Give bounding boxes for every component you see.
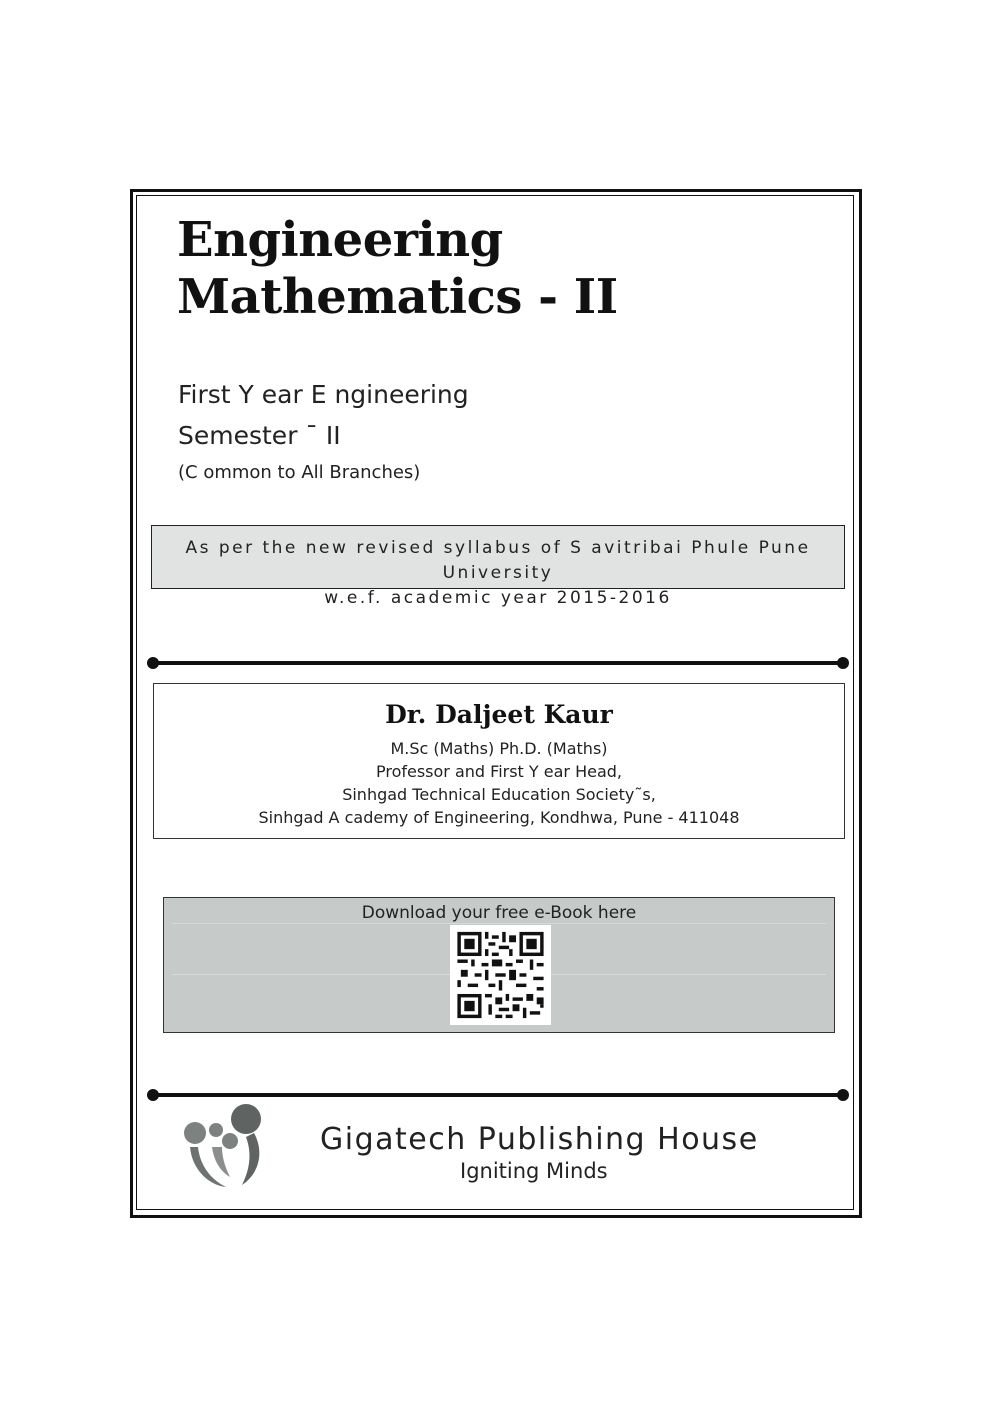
author-society: Sinhgad Technical Education Society˜s, <box>342 785 656 804</box>
course-subtitle: First Y ear E ngineering <box>178 380 469 409</box>
semester-subtitle: Semester ¯ II <box>178 421 341 450</box>
author-qualification: M.Sc (Maths) Ph.D. (Maths) <box>390 739 608 758</box>
scope-subtitle: (C ommon to All Branches) <box>178 462 421 483</box>
gigatech-logo-icon <box>180 1103 266 1189</box>
syllabus-banner <box>151 525 845 608</box>
title-line-1: Engineering <box>177 212 503 268</box>
qr-code-graphic <box>450 925 551 1025</box>
syllabus-line-1: As per the new revised syllabus of S avitribai Phule Pune University <box>185 538 811 583</box>
author-institute: Sinhgad A cademy of Engineering, Kondhwa, Pune - 411048 <box>258 808 740 827</box>
author-panel <box>153 683 845 839</box>
logo-graphic <box>180 1103 266 1189</box>
publisher-name: Gigatech Publishing House <box>320 1122 759 1157</box>
divider-top <box>153 661 843 665</box>
publisher-tagline: Igniting Minds <box>460 1159 608 1183</box>
book-title <box>177 212 618 326</box>
qr-code-icon[interactable] <box>450 925 551 1025</box>
title-line-2: Mathematics - II <box>177 269 618 325</box>
syllabus-line-2: w.e.f. academic year 2015-2016 <box>324 588 672 608</box>
author-designation: Professor and First Y ear Head, <box>375 762 623 781</box>
panel-guide-line <box>172 923 826 924</box>
author-name: Dr. Daljeet Kaur <box>385 700 613 729</box>
ebook-caption: Download your free e-Book here <box>361 903 637 923</box>
divider-bottom <box>153 1093 843 1097</box>
